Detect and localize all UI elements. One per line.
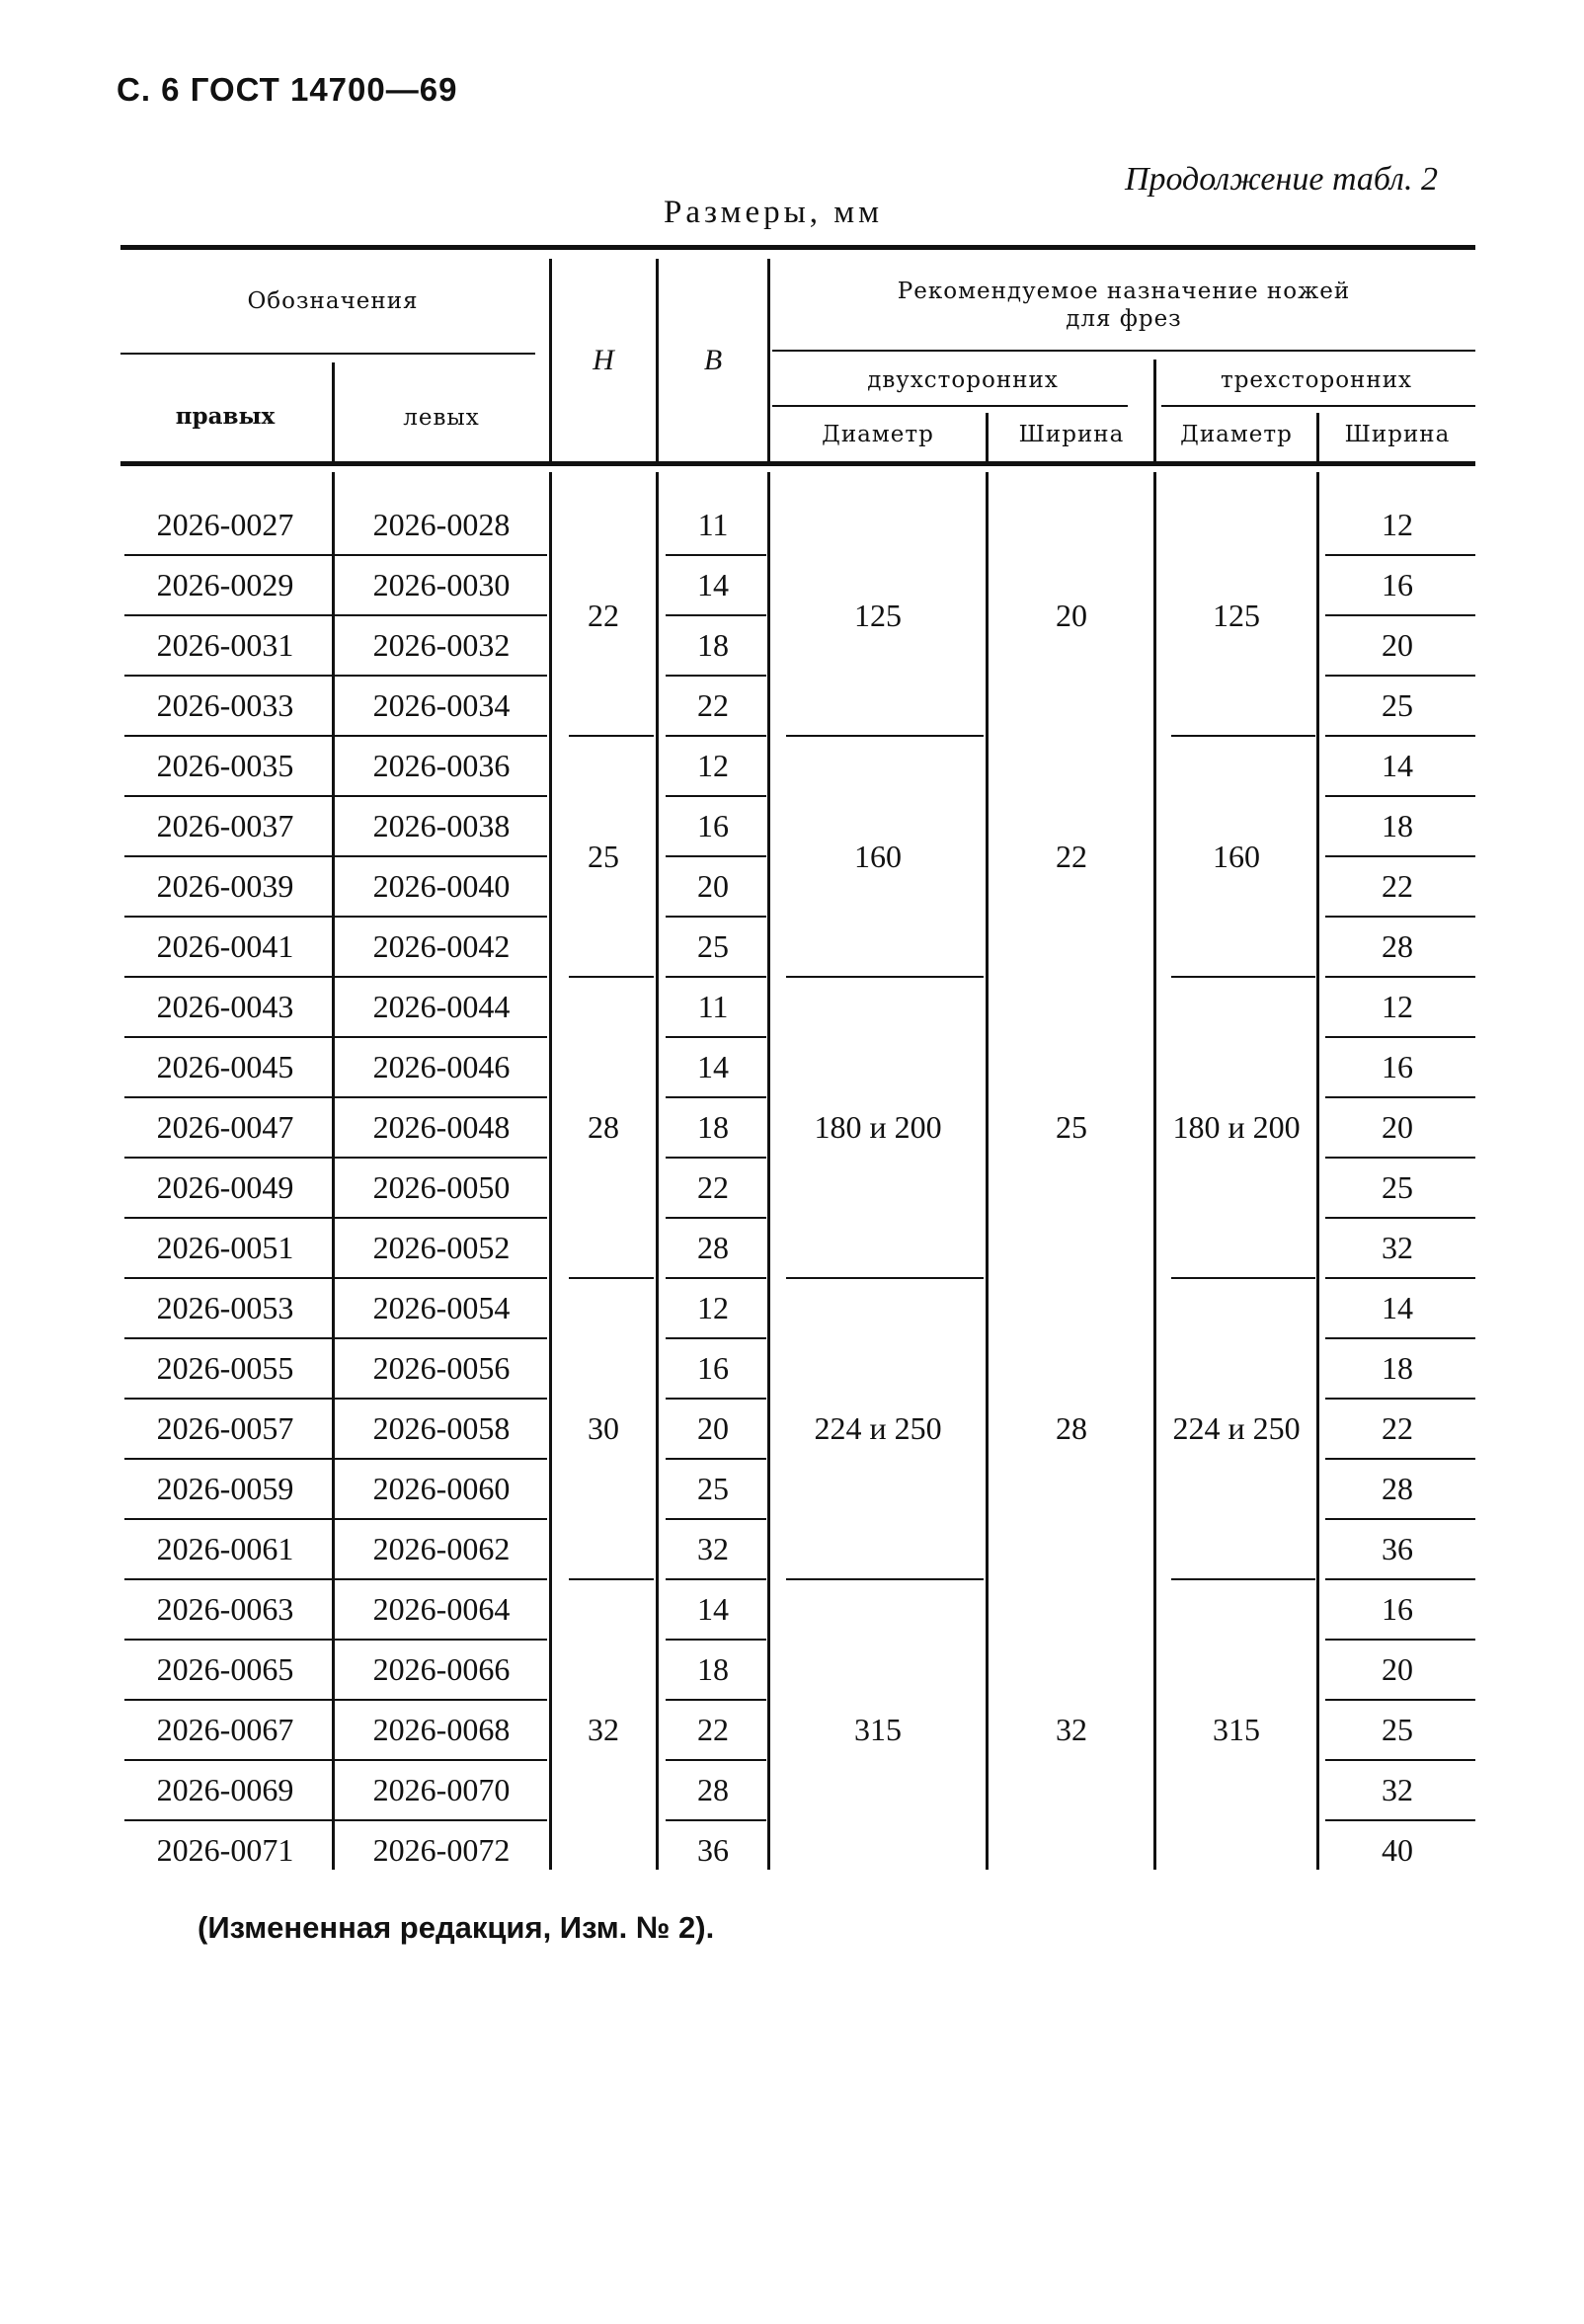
row-rule-b: [666, 614, 766, 616]
three-sided-divider: [1161, 405, 1475, 407]
two-sided-width: 20: [1056, 597, 1087, 633]
designation-right: 2026-0057: [156, 1410, 294, 1446]
three-sided-width: 16: [1382, 1591, 1413, 1627]
row-rule-b: [666, 1157, 766, 1159]
header-bottom-rule: [120, 461, 1475, 466]
header-two-sided: двухсторонних: [867, 367, 1059, 393]
designation-right: 2026-0027: [156, 507, 294, 542]
two-sided-width: 32: [1056, 1712, 1087, 1747]
row-rule-width3: [1325, 614, 1475, 616]
group-rule-three-sided: [1171, 735, 1315, 737]
row-rule-width3: [1325, 1398, 1475, 1400]
row-rule-designations: [124, 1518, 547, 1520]
designation-right: 2026-0045: [156, 1049, 294, 1084]
page-header: С. 6 ГОСТ 14700—69: [117, 71, 458, 108]
b-value: 18: [697, 1109, 729, 1145]
designations-divider: [120, 353, 535, 355]
row-rule-width3: [1325, 1036, 1475, 1038]
designation-left: 2026-0056: [372, 1350, 511, 1386]
header-three-sided: трехсторонних: [1220, 367, 1412, 393]
header-vline-diam-width-2: [986, 413, 989, 461]
header-vline-right-left: [332, 362, 335, 461]
row-rule-width3: [1325, 1217, 1475, 1219]
two-sided-diameter: 160: [854, 838, 902, 874]
designation-right: 2026-0031: [156, 627, 294, 663]
two-sided-width: 25: [1056, 1109, 1087, 1145]
row-rule-designations: [124, 735, 547, 737]
header-recommended: Рекомендуемое назначение ножей: [897, 279, 1351, 304]
header-vline-designations-h: [549, 259, 552, 461]
row-rule-b: [666, 1217, 766, 1219]
designation-left: 2026-0070: [372, 1772, 511, 1807]
designation-right: 2026-0053: [156, 1290, 294, 1325]
designation-left: 2026-0058: [372, 1410, 511, 1446]
row-rule-b: [666, 1337, 766, 1339]
h-value: 25: [588, 838, 619, 874]
row-rule-width3: [1325, 1157, 1475, 1159]
designation-right: 2026-0043: [156, 989, 294, 1024]
three-sided-width: 25: [1382, 1169, 1413, 1205]
designation-left: 2026-0068: [372, 1712, 511, 1747]
b-value: 20: [697, 868, 729, 904]
designation-left: 2026-0066: [372, 1651, 511, 1687]
row-rule-b: [666, 916, 766, 918]
group-rule-three-sided: [1171, 1578, 1315, 1580]
header-h: Н: [593, 344, 614, 376]
designation-left: 2026-0052: [372, 1230, 511, 1265]
row-rule-width3: [1325, 1699, 1475, 1701]
row-rule-width3: [1325, 1337, 1475, 1339]
group-rule-two-sided: [786, 735, 984, 737]
b-value: 16: [697, 808, 729, 843]
body-vline: [1153, 472, 1156, 1870]
body-vline: [767, 472, 770, 1870]
row-rule-b: [666, 735, 766, 737]
amendment-note: (Измененная редакция, Изм. № 2).: [198, 1910, 715, 1945]
row-rule-width3: [1325, 1458, 1475, 1460]
row-rule-designations: [124, 1699, 547, 1701]
header-diameter-two-sided: Диаметр: [822, 422, 934, 447]
designation-left: 2026-0060: [372, 1471, 511, 1506]
h-value: 28: [588, 1109, 619, 1145]
group-rule-h: [569, 976, 654, 978]
row-rule-b: [666, 1398, 766, 1400]
header-width-three-sided: Ширина: [1344, 422, 1451, 447]
b-value: 36: [697, 1832, 729, 1868]
group-rule-h: [569, 735, 654, 737]
row-rule-width3: [1325, 1518, 1475, 1520]
b-value: 22: [697, 1712, 729, 1747]
header-for-cutters: для фрез: [1066, 306, 1182, 332]
row-rule-b: [666, 1639, 766, 1641]
designation-left: 2026-0050: [372, 1169, 511, 1205]
designation-right: 2026-0033: [156, 687, 294, 723]
designation-right: 2026-0029: [156, 567, 294, 602]
three-sided-width: 40: [1382, 1832, 1413, 1868]
recommended-divider: [772, 350, 1475, 352]
header-vline-two-three: [1153, 360, 1156, 461]
b-value: 20: [697, 1410, 729, 1446]
row-rule-b: [666, 675, 766, 677]
row-rule-width3: [1325, 1759, 1475, 1761]
group-rule-h: [569, 1578, 654, 1580]
row-rule-width3: [1325, 1578, 1475, 1580]
header-vline-b-recommended: [767, 259, 770, 461]
row-rule-designations: [124, 1578, 547, 1580]
two-sided-diameter: 180 и 200: [814, 1109, 942, 1145]
three-sided-width: 20: [1382, 627, 1413, 663]
row-rule-width3: [1325, 976, 1475, 978]
row-rule-b: [666, 1518, 766, 1520]
designation-right: 2026-0037: [156, 808, 294, 843]
row-rule-designations: [124, 1458, 547, 1460]
row-rule-b: [666, 1699, 766, 1701]
three-sided-width: 16: [1382, 1049, 1413, 1084]
dimensions-label: Размеры, мм: [664, 195, 884, 230]
two-sided-width: 28: [1056, 1410, 1087, 1446]
row-rule-width3: [1325, 675, 1475, 677]
group-rule-two-sided: [786, 1578, 984, 1580]
header-diameter-three-sided: Диаметр: [1180, 422, 1293, 447]
row-rule-b: [666, 855, 766, 857]
three-sided-width: 32: [1382, 1230, 1413, 1265]
designation-left: 2026-0054: [372, 1290, 511, 1325]
h-value: 22: [588, 597, 619, 633]
designation-left: 2026-0072: [372, 1832, 511, 1868]
b-value: 16: [697, 1350, 729, 1386]
three-sided-width: 12: [1382, 507, 1413, 542]
row-rule-b: [666, 554, 766, 556]
b-value: 18: [697, 1651, 729, 1687]
row-rule-designations: [124, 1759, 547, 1761]
body-vline: [549, 472, 552, 1870]
three-sided-width: 28: [1382, 928, 1413, 964]
designation-right: 2026-0067: [156, 1712, 294, 1747]
row-rule-width3: [1325, 735, 1475, 737]
header-vline-h-b: [656, 259, 659, 461]
row-rule-designations: [124, 554, 547, 556]
body-vline: [986, 472, 989, 1870]
three-sided-width: 20: [1382, 1109, 1413, 1145]
designation-right: 2026-0051: [156, 1230, 294, 1265]
body-vline: [332, 472, 335, 1870]
row-rule-width3: [1325, 554, 1475, 556]
designation-left: 2026-0048: [372, 1109, 511, 1145]
row-rule-designations: [124, 1337, 547, 1339]
header-b: В: [703, 344, 723, 376]
header-designations: Обозначения: [247, 288, 419, 314]
row-rule-width3: [1325, 1639, 1475, 1641]
row-rule-designations: [124, 795, 547, 797]
three-sided-width: 14: [1382, 1290, 1413, 1325]
row-rule-designations: [124, 675, 547, 677]
designation-right: 2026-0035: [156, 748, 294, 783]
row-rule-width3: [1325, 1277, 1475, 1279]
row-rule-b: [666, 1819, 766, 1821]
three-sided-width: 25: [1382, 687, 1413, 723]
row-rule-b: [666, 1458, 766, 1460]
designation-right: 2026-0049: [156, 1169, 294, 1205]
group-rule-three-sided: [1171, 1277, 1315, 1279]
row-rule-width3: [1325, 795, 1475, 797]
b-value: 22: [697, 687, 729, 723]
b-value: 28: [697, 1772, 729, 1807]
row-rule-b: [666, 795, 766, 797]
row-rule-b: [666, 1277, 766, 1279]
group-rule-two-sided: [786, 1277, 984, 1279]
designation-left: 2026-0032: [372, 627, 511, 663]
row-rule-designations: [124, 1398, 547, 1400]
three-sided-width: 18: [1382, 808, 1413, 843]
designation-right: 2026-0047: [156, 1109, 294, 1145]
b-value: 12: [697, 1290, 729, 1325]
row-rule-designations: [124, 1157, 547, 1159]
designation-right: 2026-0071: [156, 1832, 294, 1868]
three-sided-diameter: 160: [1213, 838, 1260, 874]
three-sided-diameter: 315: [1213, 1712, 1260, 1747]
row-rule-designations: [124, 1819, 547, 1821]
two-sided-diameter: 315: [854, 1712, 902, 1747]
designation-right: 2026-0041: [156, 928, 294, 964]
b-value: 32: [697, 1531, 729, 1566]
two-sided-diameter: 125: [854, 597, 902, 633]
designation-left: 2026-0044: [372, 989, 511, 1024]
three-sided-diameter: 180 и 200: [1172, 1109, 1301, 1145]
b-value: 14: [697, 1049, 729, 1084]
three-sided-diameter: 125: [1213, 597, 1260, 633]
b-value: 12: [697, 748, 729, 783]
group-rule-three-sided: [1171, 976, 1315, 978]
row-rule-width3: [1325, 916, 1475, 918]
designation-right: 2026-0059: [156, 1471, 294, 1506]
row-rule-designations: [124, 1096, 547, 1098]
designation-left: 2026-0028: [372, 507, 511, 542]
row-rule-b: [666, 1036, 766, 1038]
b-value: 25: [697, 1471, 729, 1506]
designation-right: 2026-0063: [156, 1591, 294, 1627]
b-value: 28: [697, 1230, 729, 1265]
table-top-rule: [120, 245, 1475, 250]
designation-right: 2026-0061: [156, 1531, 294, 1566]
header-right: правых: [175, 402, 276, 430]
three-sided-width: 22: [1382, 1410, 1413, 1446]
three-sided-width: 16: [1382, 567, 1413, 602]
designation-left: 2026-0046: [372, 1049, 511, 1084]
row-rule-b: [666, 976, 766, 978]
row-rule-width3: [1325, 855, 1475, 857]
three-sided-width: 18: [1382, 1350, 1413, 1386]
three-sided-width: 20: [1382, 1651, 1413, 1687]
designation-right: 2026-0039: [156, 868, 294, 904]
group-rule-two-sided: [786, 976, 984, 978]
b-value: 11: [697, 989, 729, 1024]
group-rule-h: [569, 1277, 654, 1279]
row-rule-width3: [1325, 1819, 1475, 1821]
row-rule-b: [666, 1759, 766, 1761]
two-sided-diameter: 224 и 250: [814, 1410, 942, 1446]
designation-left: 2026-0064: [372, 1591, 511, 1627]
row-rule-width3: [1325, 1096, 1475, 1098]
row-rule-designations: [124, 1277, 547, 1279]
three-sided-diameter: 224 и 250: [1172, 1410, 1301, 1446]
designation-right: 2026-0065: [156, 1651, 294, 1687]
row-rule-designations: [124, 855, 547, 857]
row-rule-designations: [124, 614, 547, 616]
designation-left: 2026-0040: [372, 868, 511, 904]
designation-left: 2026-0030: [372, 567, 511, 602]
designation-left: 2026-0036: [372, 748, 511, 783]
header-width-two-sided: Ширина: [1018, 422, 1125, 447]
b-value: 11: [697, 507, 729, 542]
two-sided-width: 22: [1056, 838, 1087, 874]
row-rule-b: [666, 1578, 766, 1580]
b-value: 14: [697, 567, 729, 602]
three-sided-width: 22: [1382, 868, 1413, 904]
header-left: левых: [403, 405, 480, 431]
three-sided-width: 12: [1382, 989, 1413, 1024]
designation-left: 2026-0038: [372, 808, 511, 843]
designation-left: 2026-0034: [372, 687, 511, 723]
row-rule-b: [666, 1096, 766, 1098]
three-sided-width: 36: [1382, 1531, 1413, 1566]
three-sided-width: 28: [1382, 1471, 1413, 1506]
b-value: 14: [697, 1591, 729, 1627]
body-vline: [656, 472, 659, 1870]
b-value: 22: [697, 1169, 729, 1205]
h-value: 32: [588, 1712, 619, 1747]
row-rule-designations: [124, 976, 547, 978]
designation-right: 2026-0069: [156, 1772, 294, 1807]
designation-left: 2026-0042: [372, 928, 511, 964]
designation-right: 2026-0055: [156, 1350, 294, 1386]
three-sided-width: 25: [1382, 1712, 1413, 1747]
row-rule-designations: [124, 1036, 547, 1038]
row-rule-designations: [124, 1217, 547, 1219]
two-sided-divider: [772, 405, 1128, 407]
b-value: 18: [697, 627, 729, 663]
b-value: 25: [697, 928, 729, 964]
three-sided-width: 14: [1382, 748, 1413, 783]
row-rule-designations: [124, 1639, 547, 1641]
three-sided-width: 32: [1382, 1772, 1413, 1807]
row-rule-designations: [124, 916, 547, 918]
table-continuation-label: Продолжение табл. 2: [1124, 161, 1438, 198]
designation-left: 2026-0062: [372, 1531, 511, 1566]
h-value: 30: [588, 1410, 619, 1446]
